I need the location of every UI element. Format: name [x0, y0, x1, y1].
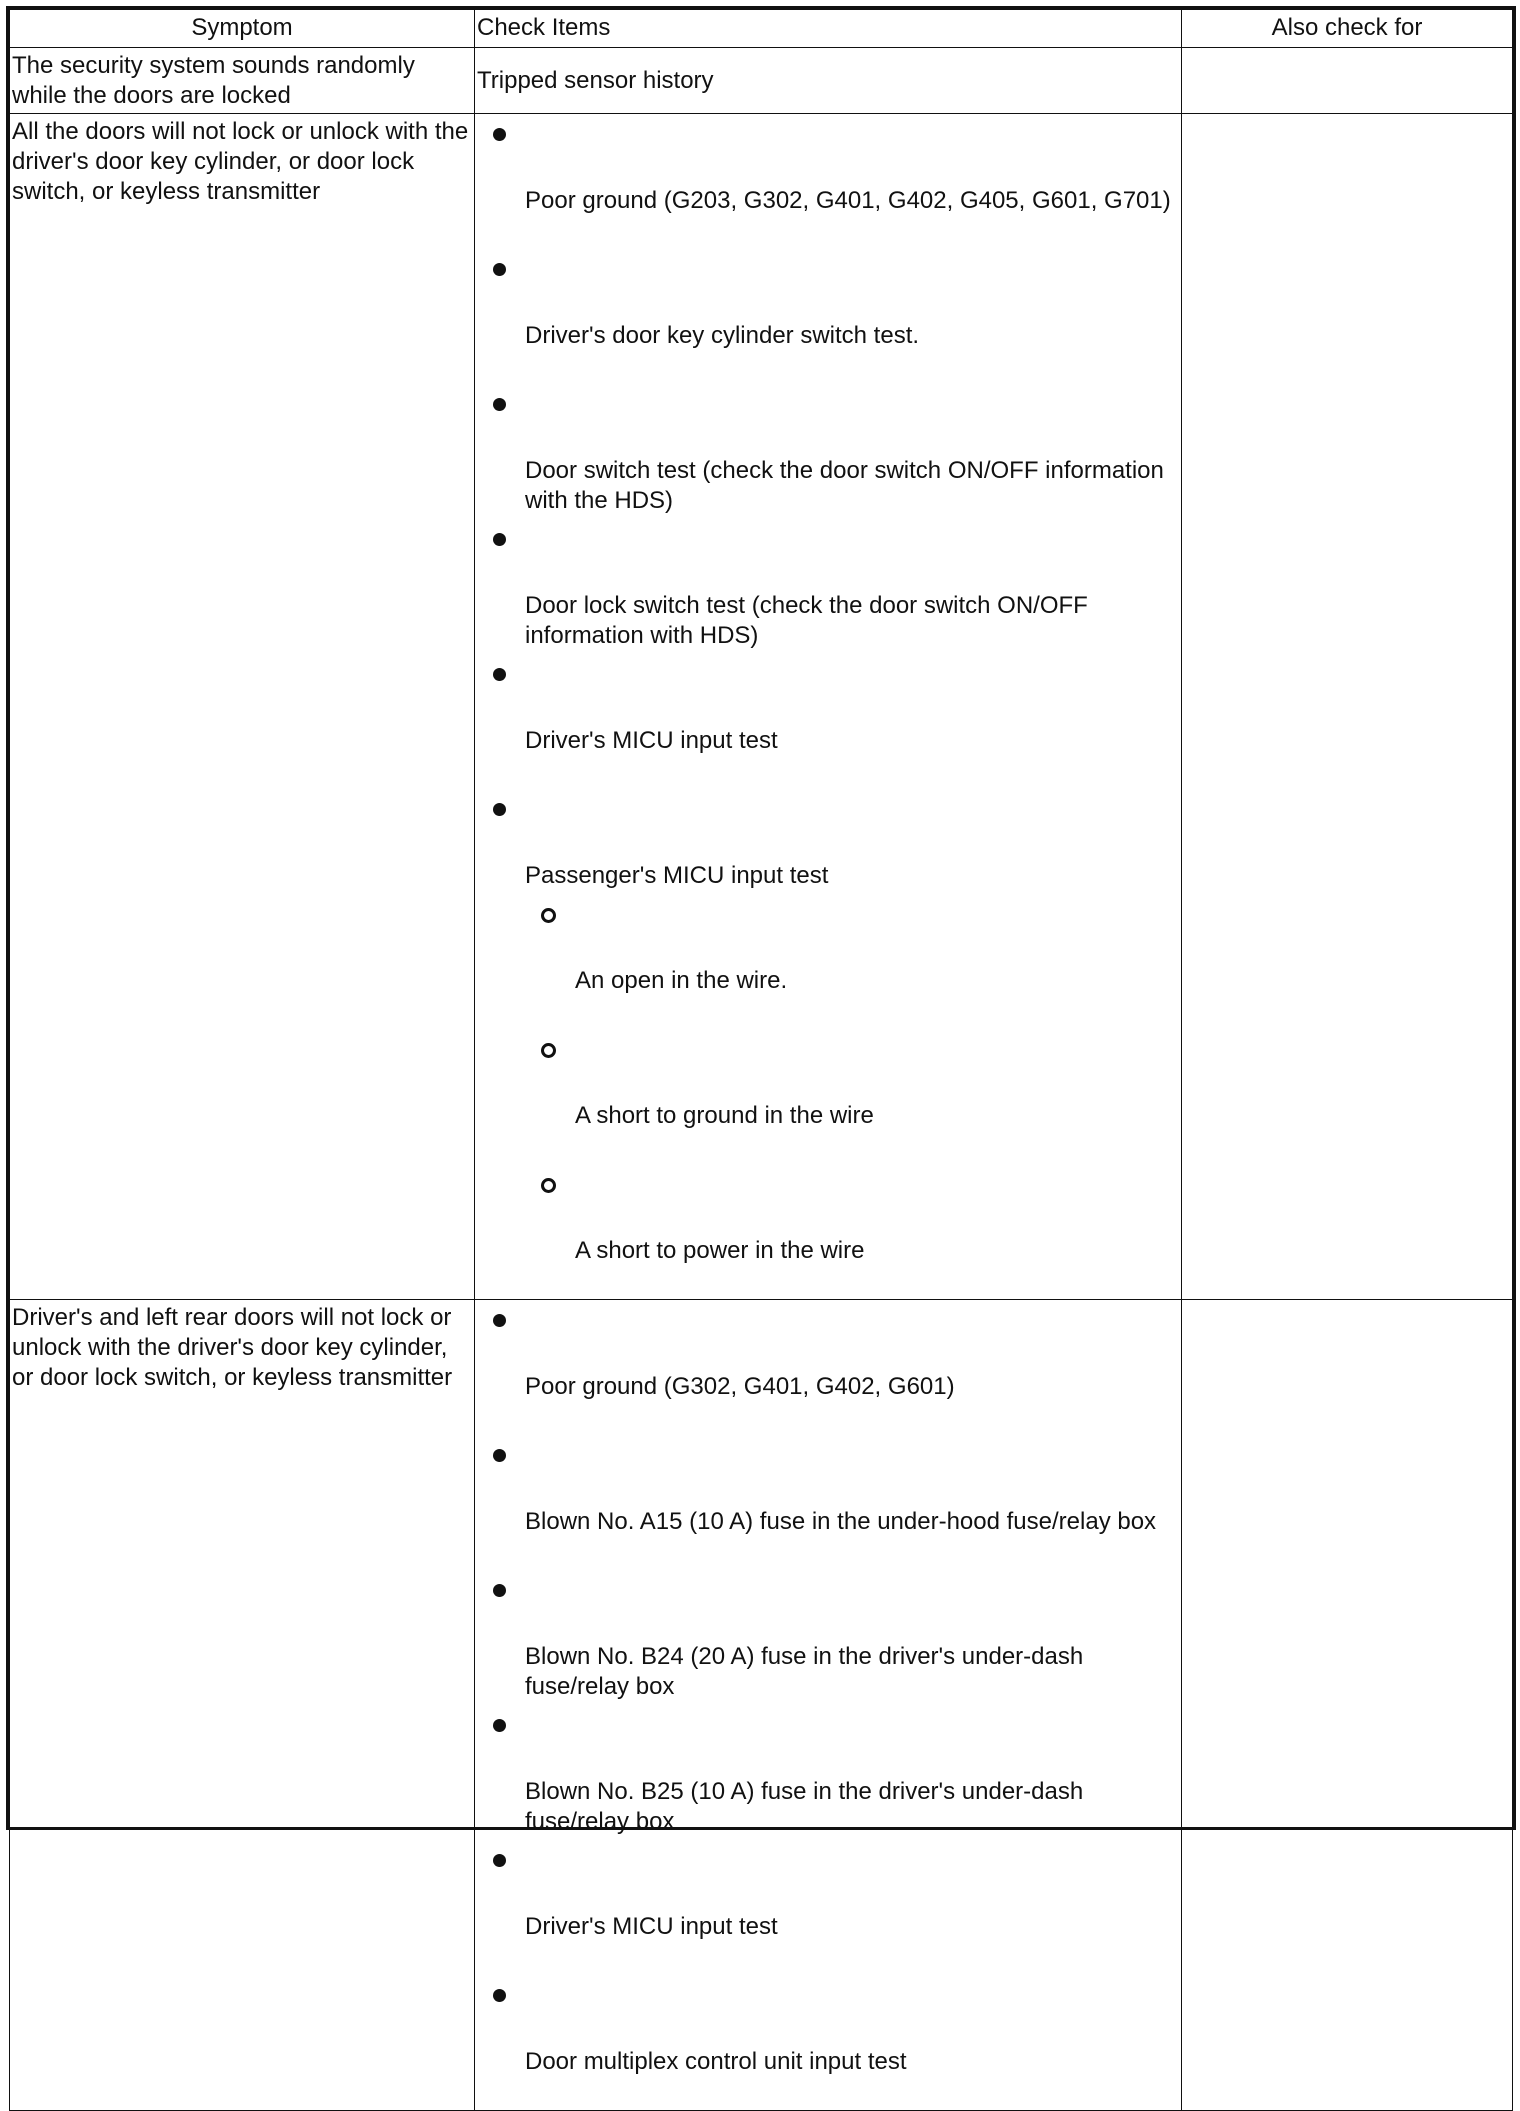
list-item-text: Driver's MICU input test [525, 1913, 778, 1940]
list-item [525, 114, 1181, 249]
sub-list-item [575, 1029, 1181, 1164]
list-item [525, 789, 1181, 1299]
list-item-text: Poor ground (G302, G401, G402, G601) [525, 1373, 955, 1400]
header-check-items: Check Items [475, 10, 1182, 48]
list-item [525, 519, 1181, 654]
list-item-text: Poor ground (G203, G302, G401, G402, G405, G601, G701) [525, 187, 1171, 214]
list-item [525, 1570, 1181, 1705]
list-item-text: Blown No. A15 (10 A) fuse in the under-hood fuse/relay box [525, 1508, 1157, 1535]
sub-list-item [575, 894, 1181, 1029]
list-item-text: Driver's MICU input test [525, 727, 778, 754]
table-row [10, 48, 1513, 114]
symptom-cell: The security system sounds randomly while the doors are locked [10, 48, 475, 114]
check-items-list [475, 1300, 1181, 2110]
list-item-text: Blown No. B24 (20 A) fuse in the driver's under-dash fuse/relay box [525, 1643, 1084, 1700]
check-items-cell [475, 1300, 1182, 2111]
list-item [525, 249, 1181, 384]
list-item-text: Door switch test (check the door switch ON/OFF information with the HDS) [525, 457, 1164, 514]
list-item [525, 1975, 1181, 2110]
list-item [525, 1300, 1181, 1435]
sub-list-item [575, 1164, 1181, 1299]
check-items-list [475, 114, 1181, 1299]
header-also-check-for: Also check for [1182, 10, 1513, 48]
list-item [525, 1705, 1181, 1840]
list-item [525, 384, 1181, 519]
check-items-cell: Tripped sensor history [475, 48, 1182, 114]
sub-list-item-text: A short to ground in the wire [575, 1102, 874, 1129]
table-row [10, 114, 1513, 1300]
header-row [10, 10, 1513, 48]
list-item-text: Passenger's MICU input test [525, 862, 829, 889]
list-item-text: Door multiplex control unit input test [525, 2048, 907, 2075]
list-item [525, 654, 1181, 789]
also-check-cell [1182, 1300, 1513, 2111]
list-item-text: Blown No. B25 (10 A) fuse in the driver's under-dash fuse/relay box [525, 1778, 1084, 1835]
sub-list-item-text: A short to power in the wire [575, 1237, 865, 1264]
list-item-text: Driver's door key cylinder switch test. [525, 322, 920, 349]
symptom-cell: Driver's and left rear doors will not lock or unlock with the driver's door key cylinder, or door lock switch, or keyless transmitter [10, 1300, 475, 2111]
list-item [525, 1840, 1181, 1975]
sub-list-item-text: An open in the wire. [575, 967, 788, 994]
symptom-cell: All the doors will not lock or unlock with the driver's door key cylinder, or door lock switch, or keyless transmitter [10, 114, 475, 1300]
troubleshooting-table-frame [6, 6, 1516, 2075]
list-item [525, 1435, 1181, 1570]
table-row [10, 1300, 1513, 2111]
list-item-text: Door lock switch test (check the door switch ON/OFF information with HDS) [525, 592, 1088, 649]
also-check-cell [1182, 48, 1513, 114]
check-items-cell [475, 114, 1182, 1300]
also-check-cell [1182, 114, 1513, 1300]
sub-list [525, 894, 1181, 1299]
header-symptom: Symptom [10, 10, 475, 48]
troubleshooting-table [9, 9, 1513, 2111]
